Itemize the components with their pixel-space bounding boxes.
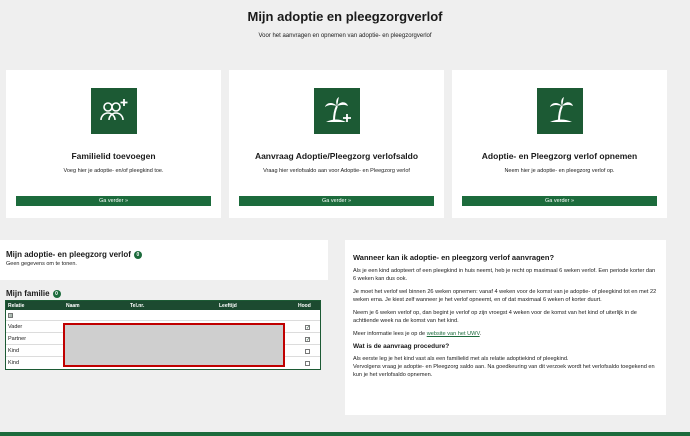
card-description: Voeg hier je adoptie- en/of pleegkind toe.	[63, 168, 164, 174]
card-title: Familielid toevoegen	[71, 151, 156, 161]
ga-verder-button[interactable]: Ga verder »	[462, 196, 657, 206]
procedure-heading: Wat is de aanvraag procedure?	[353, 343, 450, 350]
info-heading: Wanneer kan ik adoptie- en pleegzorg verlof aanvragen?	[353, 253, 555, 262]
family-table-header	[6, 301, 320, 310]
info-paragraph: Je moet het verlof wel binnen 26 weken opnemen: vanaf 4 weken voor de komst van je adoptie- of pleegkind tot en met 22 weken erna. Je kiest zelf wanneer je het verlof opneemt, en of dat maximaal 6 weken of korter duurt.	[353, 289, 657, 303]
ga-verder-button[interactable]: Ga verder »	[239, 196, 434, 206]
palm-tree-add-icon	[314, 88, 360, 134]
info-panel	[345, 240, 666, 415]
card-take-leave	[452, 70, 667, 218]
family-title-text: Mijn familie	[6, 289, 50, 298]
empty-message: Geen gegevens om te tonen.	[6, 261, 77, 267]
col-hood[interactable]: Hood	[298, 303, 311, 309]
family-count-badge: 0	[53, 290, 61, 298]
info-paragraph	[353, 330, 658, 338]
info-paragraph: Vervolgens vraag je adoptie- en Pleegzorg saldo aan. Na goedkeuring van dit verzoek wordt het verlofsaldo toegekend en kun je het verlofsaldo opnemen.	[353, 364, 655, 378]
filter-icon[interactable]: ☰	[9, 313, 13, 318]
hood-checkbox[interactable]	[305, 361, 310, 366]
page-subtitle: Voor het aanvragen en opnemen van adoptie- en pleegzorgverlof	[258, 33, 432, 39]
add-family-icon	[91, 88, 137, 134]
relatie-cell: Partner	[8, 336, 27, 342]
col-naam[interactable]: Naam	[66, 303, 80, 309]
info-text: .	[479, 331, 482, 337]
page-title: Mijn adoptie en pleegzorgverlof	[247, 9, 443, 24]
leave-count-badge: 0	[134, 251, 142, 259]
info-text: Meer informatie lees je op de	[353, 331, 427, 337]
col-leeftijd[interactable]: Leeftijd	[219, 303, 237, 309]
info-paragraph: Als eerste leg je het kind vast als een familielid met als relatie adoptiekind of pleegkind.	[353, 356, 569, 362]
redacted-area	[63, 323, 285, 367]
relatie-cell: Kind	[8, 360, 20, 366]
footer-line	[0, 432, 690, 436]
info-paragraph: Als je een kind adopteert of een pleegkind in huis neemt, heb je recht op maximaal 6 weken verlof. Een periode korter dan 6 weken kan dus ook.	[353, 268, 656, 282]
hood-checkbox[interactable]: ✓	[306, 337, 311, 343]
leave-title-text: Mijn adoptie- en pleegzorg verlof	[6, 250, 131, 259]
hood-checkbox[interactable]: ✓	[306, 325, 311, 331]
family-title	[6, 289, 61, 298]
col-relatie[interactable]: Relatie	[8, 303, 25, 309]
relatie-cell: Kind	[8, 348, 20, 354]
palm-tree-icon	[537, 88, 583, 134]
filter-row	[6, 311, 320, 321]
card-add-family	[6, 70, 221, 218]
card-description: Vraag hier verlofsaldo aan voor Adoptie- en Pleegzorg verlof	[263, 168, 410, 174]
card-request-balance	[229, 70, 444, 218]
relatie-cell: Vader	[8, 324, 23, 330]
card-title: Adoptie- en Pleegzorg verlof opnemen	[481, 151, 638, 161]
leave-panel	[0, 240, 328, 280]
col-telnr[interactable]: Tel.nr.	[130, 303, 145, 309]
uwv-link[interactable]: website van het UWV	[426, 331, 480, 337]
leave-title	[6, 250, 142, 259]
ga-verder-button[interactable]: Ga verder »	[16, 196, 211, 206]
info-paragraph: Neem je 6 weken verlof op, dan begint je verlof op zijn vroegst 4 weken voor de komst van het kind of uiterlijk in de achttiende week na de komst van het kind.	[353, 310, 637, 324]
card-title: Aanvraag Adoptie/Pleegzorg verlofsaldo	[254, 151, 419, 161]
card-description: Neem hier je adoptie- en pleegzorg verlof op.	[504, 168, 615, 174]
hood-checkbox[interactable]	[305, 349, 310, 354]
